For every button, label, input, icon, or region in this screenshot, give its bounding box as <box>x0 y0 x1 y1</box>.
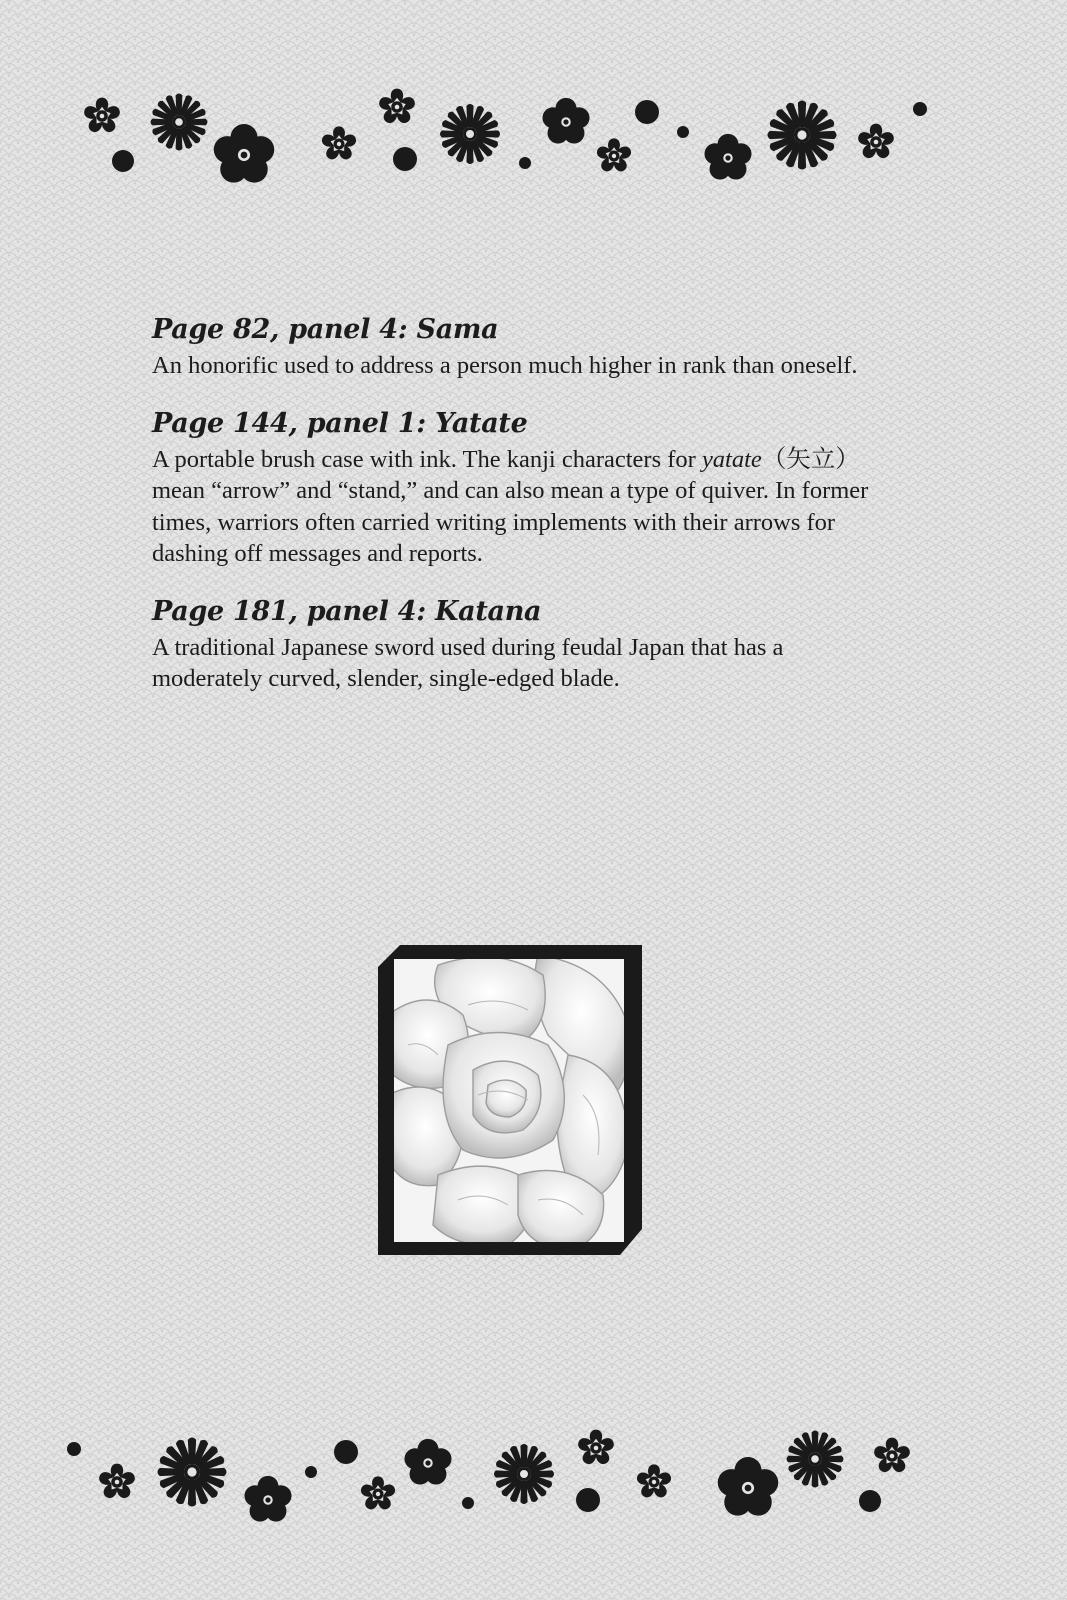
translation-notes <box>152 312 892 719</box>
dot-icon <box>305 1466 317 1478</box>
chrysanthemum-icon <box>768 101 837 170</box>
dot-icon <box>913 102 927 116</box>
sakura-icon <box>635 1464 672 1499</box>
chrysanthemum-icon <box>787 1431 844 1488</box>
note-heading: Page 82, panel 4: Sama <box>152 314 499 345</box>
peony-flower-illustration <box>388 955 629 1250</box>
dot-icon <box>677 126 689 138</box>
plum-blossom-icon <box>244 1476 291 1522</box>
note-body-intro: A portable brush case with ink. The kanji characters for <box>152 445 702 473</box>
note-body: A traditional Japanese sword used during feudal Japan that has a moderately curved, slender, single-edged blade. <box>152 633 784 692</box>
plum-blossom-icon <box>704 134 751 180</box>
dot-icon <box>635 100 659 124</box>
sakura-icon <box>359 1476 396 1511</box>
dot-icon <box>112 150 134 172</box>
note-sama <box>152 312 892 382</box>
sakura-icon <box>873 1438 912 1475</box>
dot-icon <box>462 1497 474 1509</box>
plum-blossom-icon <box>404 1439 451 1485</box>
note-term: yatate <box>701 445 762 473</box>
plum-blossom-icon <box>718 1457 778 1516</box>
chrysanthemum-icon <box>158 1438 227 1507</box>
note-body: An honorific used to address a person much higher in rank than oneself. <box>152 352 858 379</box>
note-body-rest: mean “arrow” and “stand,” and can also mean a type of quiver. In former times, warriors often carried writing implements with their arrows for dashing off messages and reports. <box>152 477 869 567</box>
note-katana <box>152 594 892 695</box>
note-heading: Page 144, panel 1: Yatate <box>152 407 528 439</box>
sakura-icon <box>98 1464 137 1501</box>
dot-icon <box>519 157 531 169</box>
dot-icon <box>393 147 417 171</box>
dot-icon <box>576 1488 600 1512</box>
sakura-icon <box>378 89 417 126</box>
chrysanthemum-icon <box>440 104 500 164</box>
sakura-icon <box>320 126 357 161</box>
sakura-icon <box>857 124 896 161</box>
chrysanthemum-icon <box>494 1444 554 1504</box>
framed-peony-illustration <box>378 945 642 1255</box>
note-yatate <box>152 406 892 570</box>
note-body <box>152 444 892 570</box>
plum-blossom-icon <box>542 98 589 144</box>
sakura-icon <box>595 138 632 173</box>
dot-icon <box>334 1440 358 1464</box>
dot-icon <box>859 1490 881 1512</box>
note-kanji: （矢立） <box>761 445 860 473</box>
sakura-icon <box>577 1430 616 1467</box>
plum-blossom-icon <box>214 124 274 183</box>
bottom-flower-border <box>0 1420 1067 1540</box>
dot-icon <box>67 1442 81 1456</box>
note-heading: Page 181, panel 4: Katana <box>152 595 542 627</box>
sakura-icon <box>83 98 122 135</box>
chrysanthemum-icon <box>151 94 208 151</box>
top-flower-border <box>0 80 1067 200</box>
